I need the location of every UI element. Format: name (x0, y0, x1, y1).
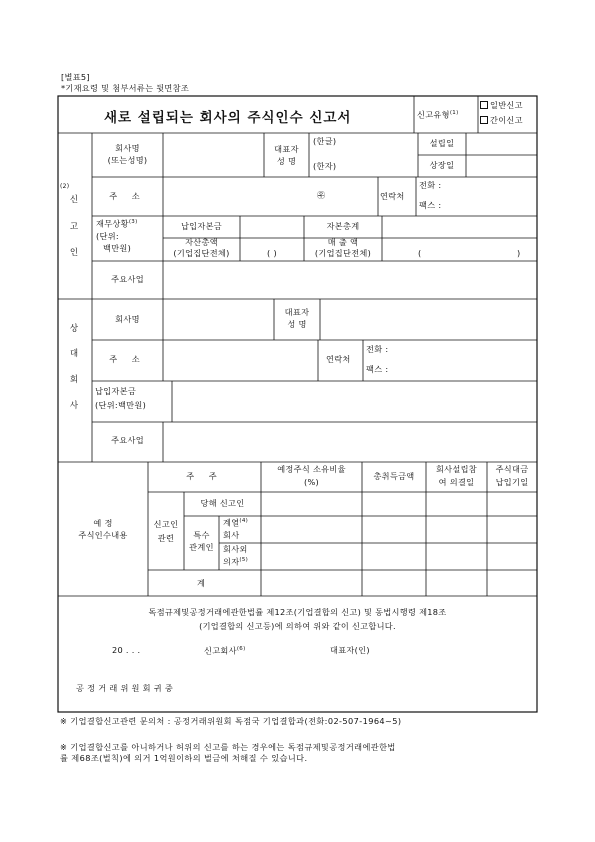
total-assets-sub-label: (기업집단전체) (173, 248, 230, 258)
phone-label: 전화 : (419, 180, 442, 190)
declaration-line-1: 독점규제및공정거래에관한법률 제12조(기업결합의 신고) 및 동법시행령 제18조 (148, 607, 447, 617)
form-number: [별표5] (61, 72, 90, 82)
row-applicant-label: 당해 신고인 (200, 498, 245, 508)
counterparty-label-1: 상 (69, 324, 79, 334)
sales-label: 매 출 액 (327, 237, 359, 247)
cp-contact-label: 연락처 (326, 354, 351, 364)
cp-paid-in-unit-label: (단위:백만원) (95, 400, 147, 410)
col-amount: 총취득금액 (373, 471, 415, 481)
rep-label-2: 성 명 (276, 156, 297, 166)
cp-address-label: 주 소 (109, 354, 146, 364)
planned-label-1: 예 정 (93, 518, 113, 528)
affiliate-label-2: 회사 (223, 530, 240, 540)
col-shareholder: 주 주 (186, 471, 223, 481)
cp-fax-label: 팩스 : (366, 364, 389, 374)
declaration-line-2: (기업결합의 신고등)에 의하여 위와 같이 신고합니다. (199, 621, 396, 631)
other-label-1: 회사외 (223, 544, 248, 554)
rep-label-1: 대표자 (274, 144, 299, 154)
counterparty-label-3: 회 (69, 375, 79, 385)
total-capital-label: 자본총계 (326, 221, 360, 231)
applicant-section-label-3: 인 (69, 248, 79, 258)
related-label-1: 신고인 (153, 519, 179, 529)
affiliate-label-1: 계열$^{(4)}$ (223, 517, 249, 528)
checkbox-icon[interactable] (480, 101, 488, 109)
checkbox-icon[interactable] (480, 116, 488, 124)
contact-label: 연락처 (380, 191, 405, 201)
finance-unit-label-2: 백만원) (103, 243, 132, 253)
sales-value-paren-close: ) (517, 248, 521, 258)
applicant-section-label-2: 고 (69, 222, 79, 232)
hangul-label: (한글) (313, 136, 337, 146)
col-participation-1: 회사설립참 (435, 464, 478, 474)
col-share-ratio-1: 예정주식 소유비율 (277, 464, 346, 474)
cp-phone-label: 전화 : (366, 344, 389, 354)
cp-rep-label-1: 대표자 (284, 307, 310, 317)
sales-value-paren: ( (418, 248, 422, 258)
report-type-general-option[interactable]: 일반신고 (480, 101, 523, 110)
applicant-section-label-1: 신 (69, 195, 79, 205)
cp-main-business-label: 주요사업 (111, 435, 144, 445)
finance-label: 재무상황$^{(3)}$ (96, 218, 138, 229)
report-type-simple-option[interactable]: 간이신고 (480, 116, 523, 125)
col-participation-2: 여 의결일 (438, 477, 475, 487)
est-date-label: 설립일 (429, 138, 455, 148)
main-business-label: 주요사업 (111, 274, 144, 284)
footnote-inquiry: ※ 기업결합신고관련 문의처 : 공정거래위원회 독점국 기업결합과(전화:02-507-1964~5) (60, 716, 402, 726)
cp-rep-label-2: 성 명 (287, 319, 307, 329)
ceo-signature-label[interactable]: 대표자(인) (330, 645, 370, 655)
report-type-label: 신고유형$^{(1)}$ (417, 109, 459, 120)
cp-company-name-label: 회사명 (115, 314, 140, 324)
special-label-1: 특수 (193, 530, 210, 540)
counterparty-label-2: 대 (69, 349, 79, 359)
planned-label-2: 주식인수내용 (78, 530, 128, 540)
col-payment-date-1: 주식대금 (495, 464, 529, 474)
reporter-label: 신고회사$^{(6)}$ (204, 645, 246, 656)
recipient-label: 공 정 거 래 위 원 회 귀 중 (76, 683, 174, 693)
total-label: 계 (197, 578, 206, 588)
counterparty-label-4: 사 (69, 401, 79, 411)
fax-label: 팩스 : (419, 200, 442, 210)
form-title: 새로 설립되는 회사의 주식인수 신고서 (104, 110, 352, 126)
company-name-sub-label: (또는성명) (107, 155, 148, 165)
paid-in-label: 납입자본금 (180, 221, 223, 231)
related-label-2: 관련 (157, 533, 175, 543)
total-assets-value-paren: ( ) (267, 248, 277, 258)
col-share-ratio-2: (%) (303, 477, 320, 487)
listing-date-label: 상장일 (429, 160, 455, 170)
postal-mark: ㉾ (317, 190, 326, 200)
applicant-section-sup: (2) (60, 183, 70, 190)
col-payment-date-2: 납입기일 (495, 477, 529, 487)
sales-sub-label: (기업집단전체) (314, 248, 372, 258)
total-assets-label: 자산총액 (185, 237, 218, 247)
special-label-2: 관계인 (189, 542, 214, 552)
footnote-penalty-1: ※ 기업결합신고를 아니하거나 허위의 신고를 하는 경우에는 독점규제및공정거래에관한법 (60, 742, 396, 752)
cp-paid-in-label: 납입자본금 (95, 386, 137, 396)
declaration-date[interactable]: 20 . . . (112, 645, 141, 655)
instruction-note: *기재요령 및 첨부서류는 뒷면참조 (61, 83, 190, 93)
address-label: 주 소 (109, 191, 146, 201)
hanja-label: (한자) (313, 161, 337, 171)
other-label-2: 의자$^{(5)}$ (223, 556, 249, 567)
finance-unit-label: (단위: (96, 231, 119, 241)
company-name-label: 회사명 (115, 143, 140, 153)
footnote-penalty-2: 률 제68조(벌칙)에 의거 1억원이하의 벌금에 처해질 수 있습니다. (60, 753, 308, 763)
